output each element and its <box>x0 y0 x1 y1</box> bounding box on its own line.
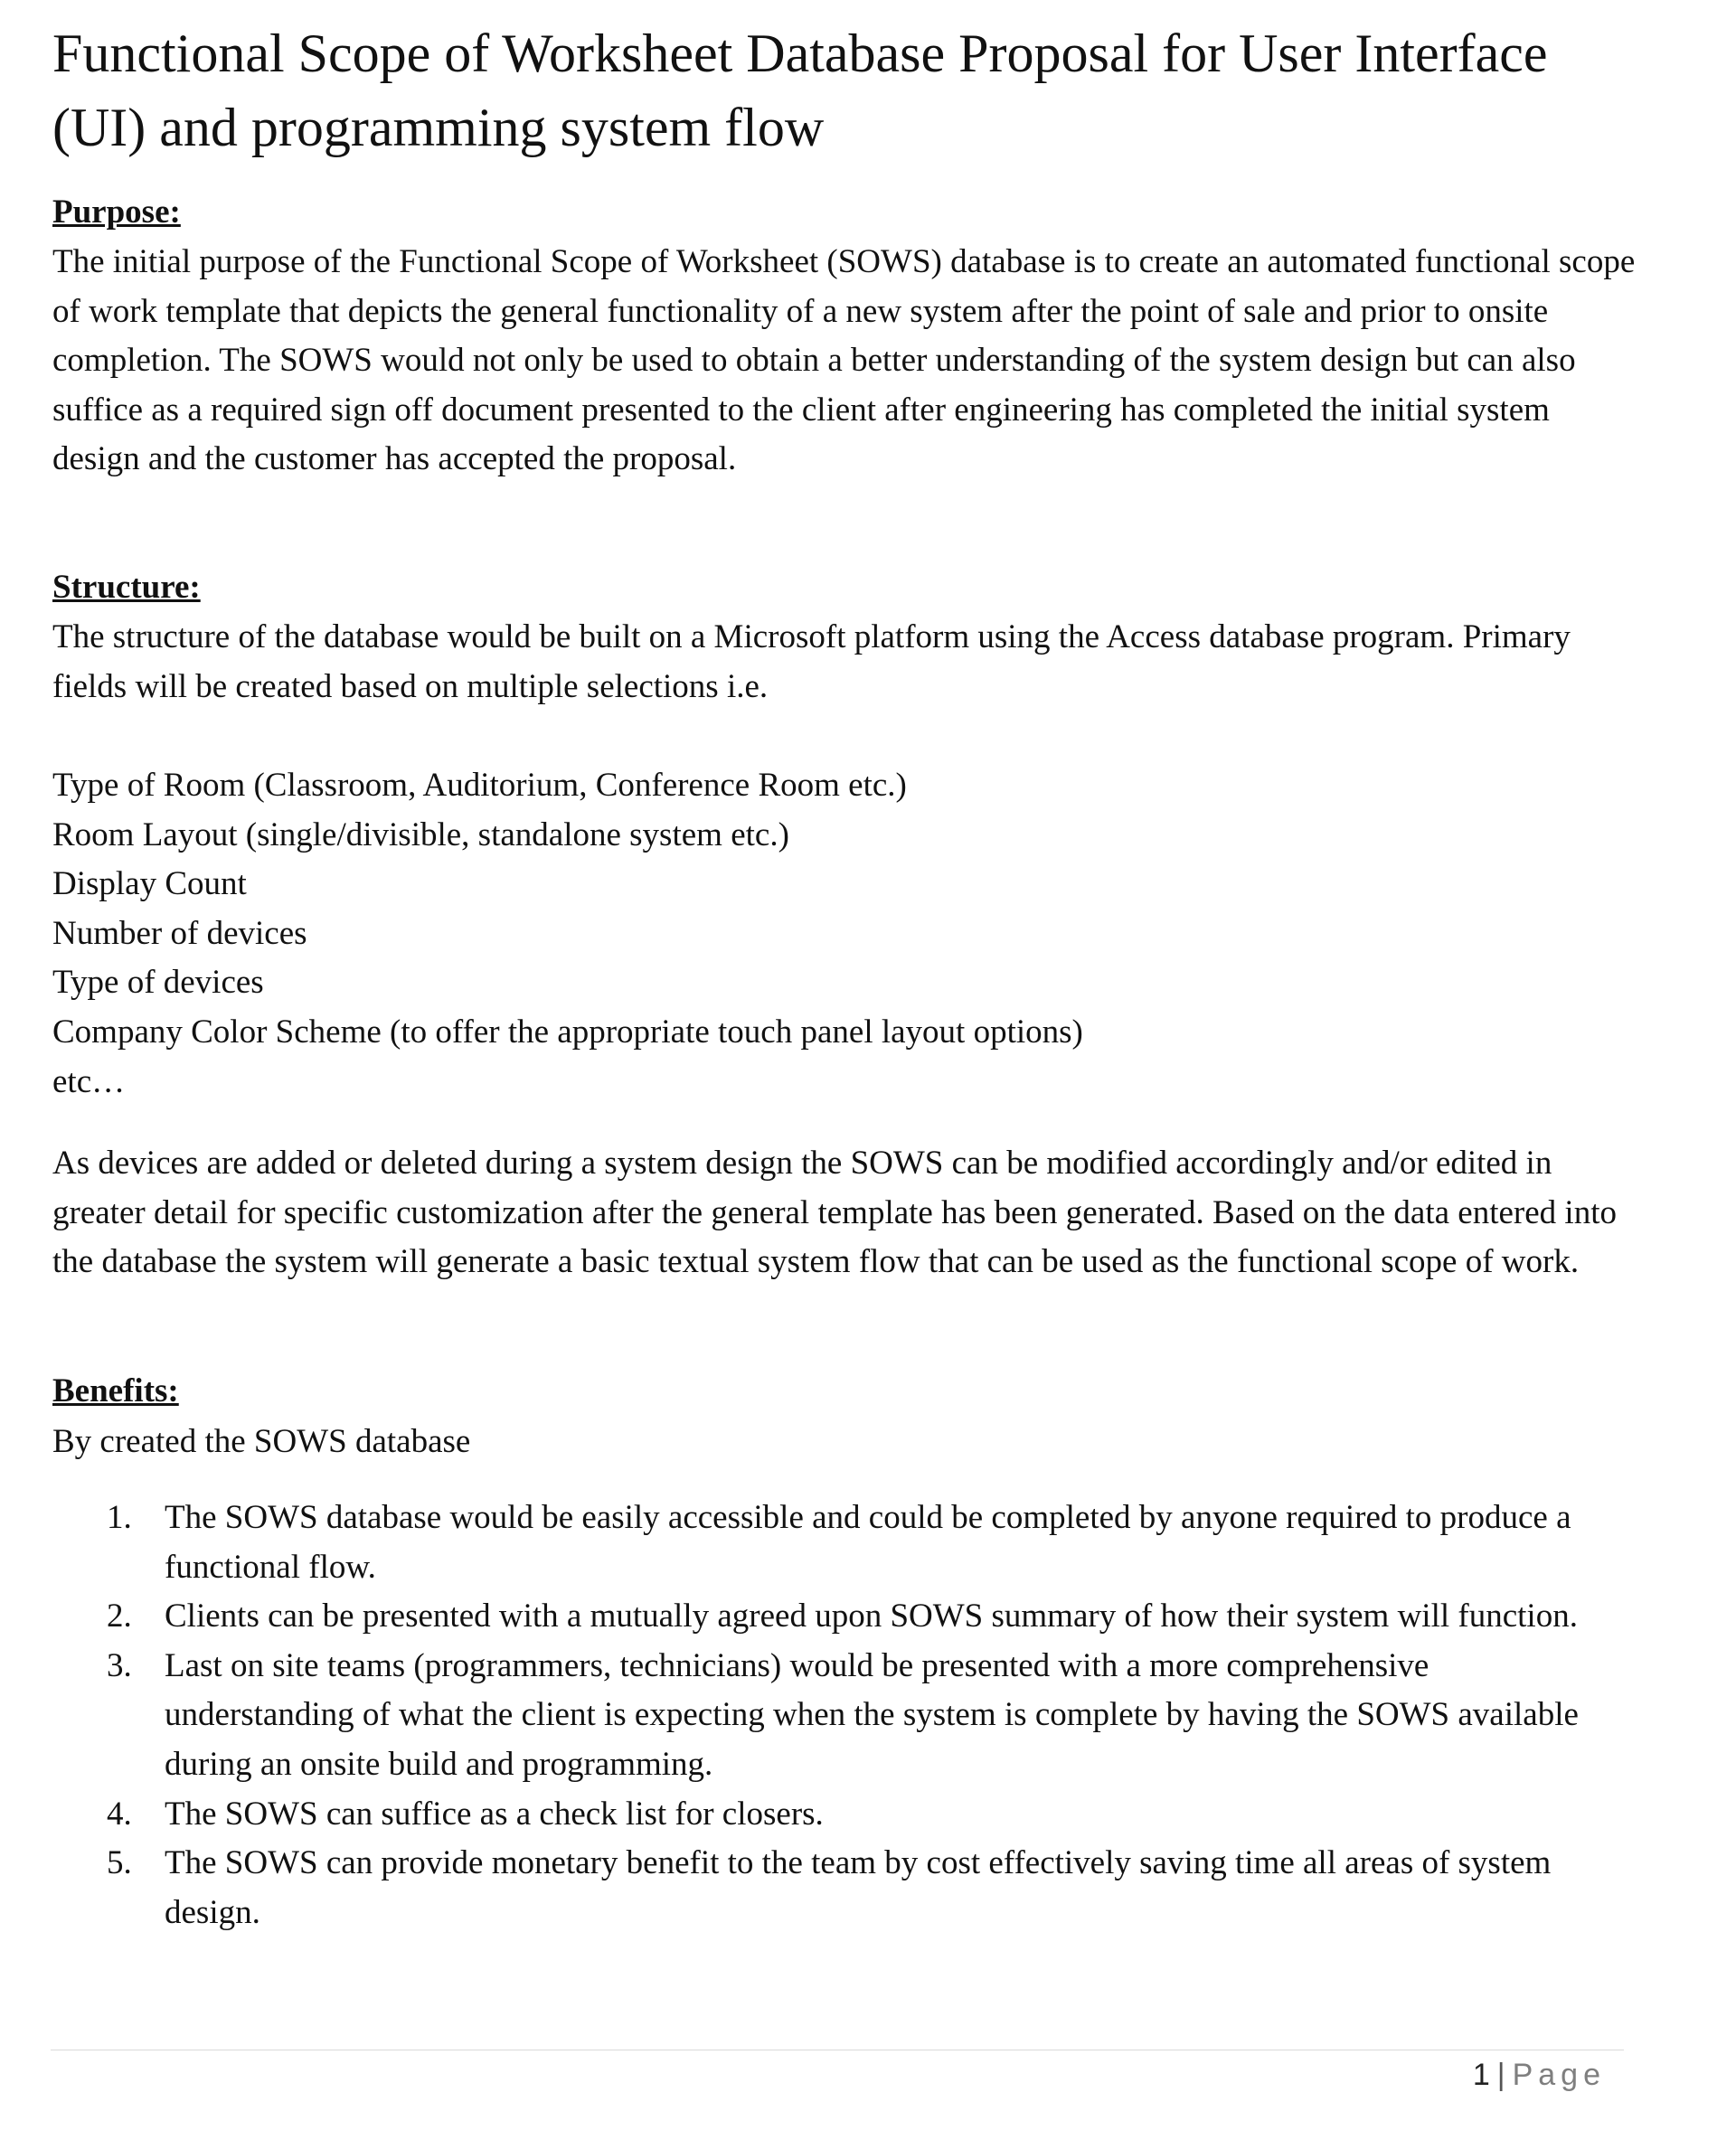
list-item <box>107 1790 1608 1840</box>
primary-fields-list <box>52 761 1083 1107</box>
list-item: Type of devices <box>52 964 264 1002</box>
list-item: Room Layout (single/divisible, standalone system etc.) <box>52 815 789 853</box>
purpose-heading: Purpose: <box>52 193 181 231</box>
list-item <box>107 1839 1608 1937</box>
list-item-text: Last on site teams (programmers, technicians) would be presented with a more comprehensive understanding of what the client is expecting when the system is complete by having the SOWS available during an onsite build and programming. <box>165 1646 1579 1783</box>
list-number: 1. <box>107 1499 132 1536</box>
list-item-text: The SOWS can provide monetary benefit to the team by cost effectively saving time all areas of system design. <box>165 1844 1552 1931</box>
list-item: Number of devices <box>52 914 307 952</box>
structure-intro-paragraph: The structure of the database would be built on a Microsoft platform using the Access database program. Primary fields will be created based on multiple selections i.e. <box>52 618 1571 705</box>
structure-heading: Structure: <box>52 569 201 606</box>
list-item-text: The SOWS database would be easily accessible and could be completed by anyone required to produce a functional flow. <box>165 1499 1571 1586</box>
footer-separator: | <box>1496 2058 1505 2092</box>
list-item <box>107 1642 1608 1790</box>
page-footer <box>1473 2058 1606 2093</box>
document-title: Functional Scope of Worksheet Database Proposal for User Interface (UI) and programming system flow <box>52 24 1548 157</box>
list-number: 4. <box>107 1795 132 1833</box>
list-item: etc… <box>52 1062 126 1100</box>
list-item: Company Color Scheme (to offer the appropriate touch panel layout options) <box>52 1013 1083 1051</box>
list-item: Type of Room (Classroom, Auditorium, Conference Room etc.) <box>52 767 907 804</box>
benefits-heading: Benefits: <box>52 1372 179 1409</box>
list-item-text: Clients can be presented with a mutually agreed upon SOWS summary of how their system will function. <box>165 1598 1578 1635</box>
list-number: 2. <box>107 1598 132 1635</box>
list-number: 5. <box>107 1844 132 1882</box>
list-number: 3. <box>107 1646 132 1684</box>
list-item-text: The SOWS can suffice as a check list for closers. <box>165 1795 824 1833</box>
page-label: Page <box>1512 2058 1606 2092</box>
benefits-list <box>107 1494 1608 1937</box>
list-item <box>107 1592 1608 1642</box>
purpose-paragraph: The initial purpose of the Functional Scope of Worksheet (SOWS) database is to create an automated functional scope of work template that depicts the general functionality of a new system after the point of sale and prior to onsite completion. The SOWS would not only be used to obtain a better understanding of the system design but can also suffice as a required sign off document presented to the client after engineering has completed the initial system design and the customer has accepted the proposal. <box>52 243 1636 478</box>
list-item: Display Count <box>52 865 247 903</box>
page-number: 1 <box>1472 2058 1490 2092</box>
benefits-intro: By created the SOWS database <box>52 1423 471 1460</box>
structure-closing-paragraph: As devices are added or deleted during a system design the SOWS can be modified accordingly and/or edited in greater detail for specific customization after the general template has been generated. Based on the data entered into the database the system will generate a basic textual system flow that can be used as the functional scope of work. <box>52 1145 1617 1281</box>
list-item <box>107 1494 1608 1592</box>
